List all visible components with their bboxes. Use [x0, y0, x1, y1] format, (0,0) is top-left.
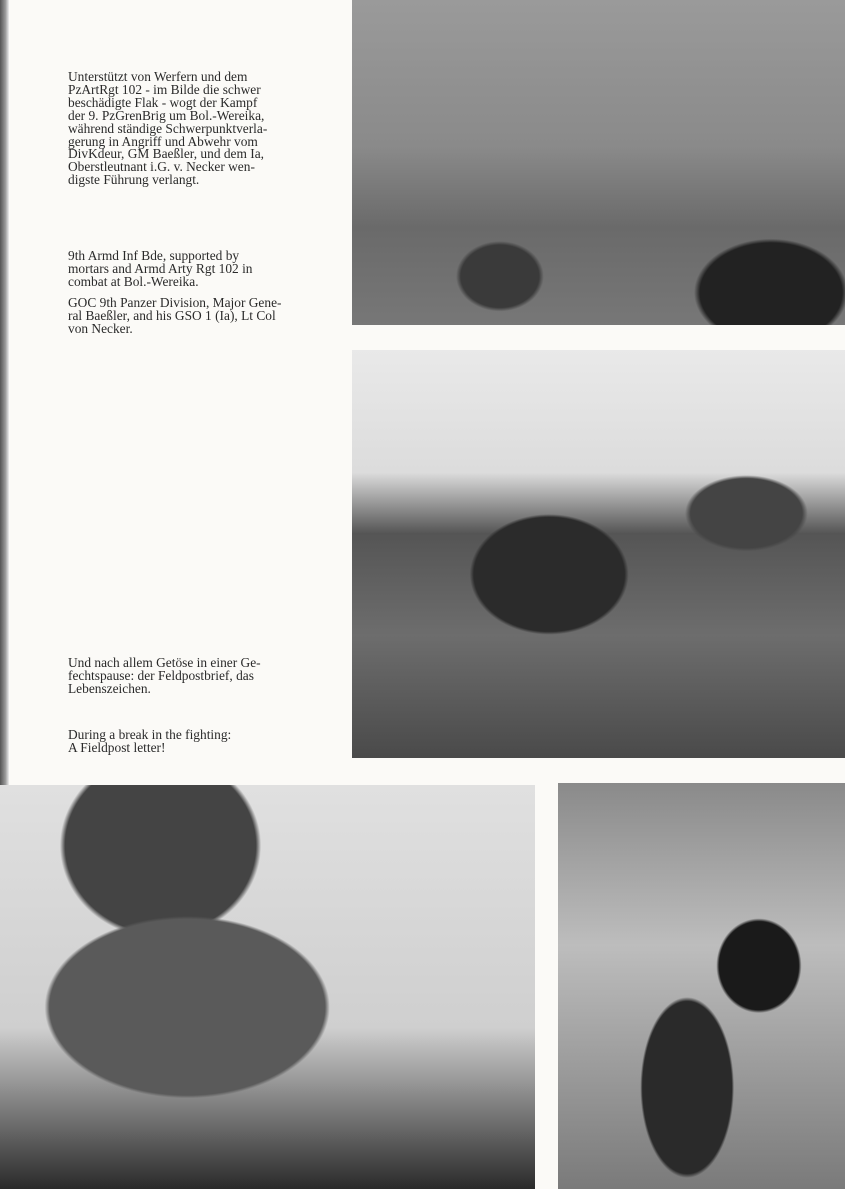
caption-letter-german: [68, 657, 348, 696]
caption-line: während ständige Schwerpunktverla-: [68, 120, 268, 136]
caption-line: gerung in Angriff und Abwehr vom: [68, 133, 258, 149]
caption-line: A Fieldpost letter!: [68, 739, 166, 755]
caption-line: fechtspause: der Feldpostbrief, das: [68, 667, 254, 683]
caption-goc-english: [68, 297, 348, 336]
caption-line: Unterstützt von Werfern und dem: [68, 69, 248, 84]
caption-letter-english: [68, 729, 348, 755]
caption-line: During a break in the fighting:: [68, 727, 232, 742]
caption-line: DivKdeur, GM Baeßler, und dem Ia,: [68, 146, 265, 162]
caption-line: 9th Armd Inf Bde, supported by: [68, 248, 240, 263]
caption-line: ral Baeßler, and his GSO 1 (Ia), Lt Col: [68, 307, 276, 323]
caption-flak-english: [68, 250, 348, 289]
caption-line: combat at Bol.-Wereika.: [68, 273, 199, 289]
caption-line: PzArtRgt 102 - im Bilde die schwer: [68, 81, 261, 97]
photo-soldier-writing-letter: [558, 783, 845, 1189]
caption-line: digste Führung verlangt.: [68, 172, 200, 188]
caption-line: GOC 9th Panzer Division, Major Gene-: [68, 295, 282, 310]
caption-line: Lebenszeichen.: [68, 680, 151, 696]
caption-line: Und nach allem Getöse in einer Ge-: [68, 655, 261, 670]
caption-line: beschädigte Flak - wogt der Kampf: [68, 94, 258, 110]
photo-damaged-flak-gun: [352, 350, 845, 758]
caption-line: der 9. PzGrenBrig um Bol.-Wereika,: [68, 107, 265, 123]
caption-flak-german: [68, 71, 348, 187]
caption-line: Oberstleutnant i.G. v. Necker wen-: [68, 159, 255, 175]
photo-vehicles-in-combat: [352, 0, 845, 325]
caption-line: mortars and Armd Arty Rgt 102 in: [68, 260, 253, 276]
photo-officer-portrait: [0, 785, 535, 1189]
caption-line: von Necker.: [68, 320, 133, 336]
